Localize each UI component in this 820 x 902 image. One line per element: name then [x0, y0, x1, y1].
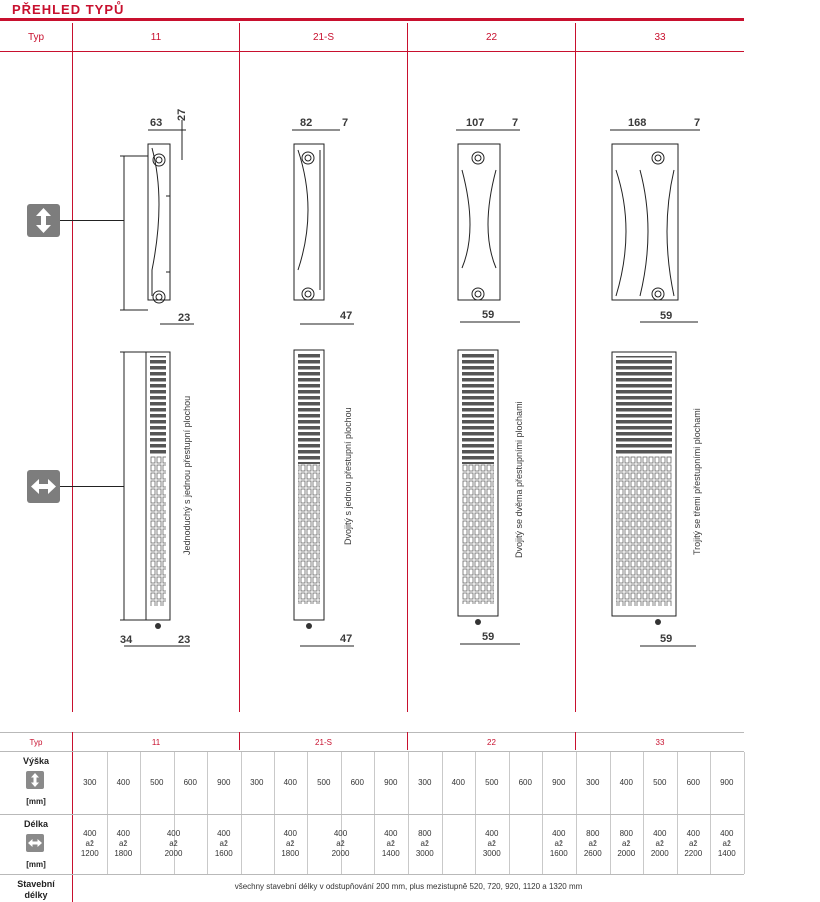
table-header-typ: Typ	[29, 737, 43, 747]
height-cell: 300	[250, 778, 264, 787]
header-typ: Typ	[27, 31, 45, 43]
description-22: Dvojitý se dvěma přestupními plochami	[514, 401, 524, 558]
length-cell	[677, 815, 711, 873]
length-value: 2000	[617, 849, 636, 858]
height-arrow-icon	[26, 771, 44, 789]
length-range-word: až	[420, 839, 429, 848]
length-value: 400	[485, 829, 499, 838]
length-cell	[374, 815, 408, 873]
height-cell: 900	[552, 778, 566, 787]
dim-11-bottom: 23	[178, 312, 191, 324]
length-range-word: až	[85, 839, 94, 848]
length-value: 1200	[80, 849, 99, 858]
height-cell: 600	[686, 778, 700, 787]
length-range-word: až	[487, 839, 496, 848]
length-range-word: až	[119, 839, 128, 848]
length-value: 400	[83, 829, 97, 838]
length-value: 400	[720, 829, 734, 838]
height-cell: 400	[451, 778, 465, 787]
length-value: 3000	[415, 849, 434, 858]
length-value: 1600	[549, 849, 568, 858]
length-value: 3000	[482, 849, 501, 858]
height-cell: 900	[384, 778, 398, 787]
dim-22-right: 7	[512, 117, 519, 129]
length-range-word: až	[655, 839, 664, 848]
table-header-11: 11	[151, 737, 161, 747]
dim-21-bottom2: 47	[340, 633, 353, 645]
height-cell: 300	[83, 778, 97, 787]
length-value: 2000	[331, 849, 350, 858]
length-cell	[140, 815, 207, 873]
table-header-22: 22	[487, 737, 496, 747]
length-value: 400	[653, 829, 667, 838]
length-value: 1800	[114, 849, 133, 858]
length-value: 400	[686, 829, 700, 838]
length-value: 2200	[684, 849, 703, 858]
height-cell: 500	[150, 778, 164, 787]
length-value: 400	[116, 829, 130, 838]
length-value: 400	[166, 829, 181, 838]
height-cell: 300	[586, 778, 600, 787]
dim-33-top: 168	[628, 117, 647, 129]
height-cell: 500	[485, 778, 499, 787]
stavebni-note: všechny stavební délky v odstupňování 200 mm, plus mezistupně 520, 720, 920, 1120 a 1320 mm	[234, 882, 583, 891]
height-cell: 900	[720, 778, 734, 787]
row-label-vyska: Výška	[22, 756, 50, 766]
row-label-delka: Délka	[23, 819, 49, 829]
cell-divider	[744, 752, 745, 874]
length-cell	[643, 815, 677, 873]
dim-21-right: 7	[342, 117, 349, 129]
header-type-11: 11	[150, 31, 162, 43]
dim-11-right: 27	[176, 108, 188, 121]
dim-22-bottom: 59	[482, 309, 495, 321]
length-cell	[73, 815, 107, 873]
height-cell: 500	[317, 778, 331, 787]
length-value: 2600	[583, 849, 602, 858]
dim-21-bottom: 47	[340, 310, 353, 322]
length-value: 1400	[381, 849, 400, 858]
description-21s: Dvojitý s jednou přestupní plochou	[343, 407, 353, 545]
length-cell	[442, 815, 543, 873]
dim-33-bottom2: 59	[660, 633, 673, 645]
description-11: Jednoduchý s jednou přestupní plochou	[182, 395, 192, 555]
length-range-word: až	[722, 839, 731, 848]
length-range-word: až	[386, 839, 395, 848]
table-header-21s: 21-S	[315, 737, 332, 747]
length-cell	[107, 815, 141, 873]
length-value: 2000	[164, 849, 183, 858]
dim-22-top: 107	[466, 117, 485, 129]
length-value: 400	[552, 829, 566, 838]
length-cell	[710, 815, 744, 873]
length-range-word: až	[588, 839, 597, 848]
row-label-delky: délky	[24, 890, 48, 900]
height-cell: 400	[283, 778, 297, 787]
length-value: 400	[384, 829, 398, 838]
dim-11-left-bottom: 34	[120, 634, 133, 646]
height-cell: 300	[418, 778, 432, 787]
length-value: 400	[333, 829, 348, 838]
length-cell	[307, 815, 374, 873]
dim-21-top: 82	[300, 117, 313, 129]
dim-33-right: 7	[694, 117, 701, 129]
length-cell	[542, 815, 576, 873]
header-type-22: 22	[485, 31, 498, 43]
header-type-21s: 21-S	[312, 31, 335, 43]
header-type-33: 33	[654, 31, 666, 43]
page-title: PŘEHLED TYPŮ	[12, 2, 125, 17]
dim-33-bottom: 59	[660, 310, 673, 322]
length-value: 1400	[717, 849, 736, 858]
height-cell: 600	[183, 778, 197, 787]
height-cell: 500	[653, 778, 667, 787]
length-cell	[576, 815, 610, 873]
length-value: 1600	[214, 849, 233, 858]
length-range-word: až	[554, 839, 563, 848]
length-cell	[207, 815, 241, 873]
height-cell: 400	[116, 778, 130, 787]
row-unit-mm: [mm]	[26, 860, 46, 869]
description-33: Trojitý se třemi přestupními plochami	[692, 408, 702, 555]
length-cell	[274, 815, 308, 873]
table-rule	[0, 874, 744, 875]
dim-11-top: 63	[150, 117, 163, 129]
length-value: 400	[283, 829, 297, 838]
dim-22-bottom2: 59	[482, 631, 495, 643]
length-value: 800	[619, 829, 633, 838]
length-value: 800	[586, 829, 600, 838]
length-value: 800	[418, 829, 432, 838]
height-cell: 600	[350, 778, 364, 787]
height-cell: 600	[518, 778, 532, 787]
height-cell: 400	[619, 778, 633, 787]
length-range-word: až	[169, 839, 178, 848]
dim-11-bottom2: 23	[178, 634, 191, 646]
length-range-word: až	[336, 839, 345, 848]
row-label-stavebni: Stavební	[17, 879, 55, 889]
height-cell: 900	[217, 778, 231, 787]
length-arrow-icon	[26, 834, 44, 852]
length-range-word: až	[689, 839, 698, 848]
length-cell	[610, 815, 644, 873]
length-value: 400	[217, 829, 231, 838]
length-cell	[408, 815, 442, 873]
length-value: 2000	[650, 849, 669, 858]
length-range-word: až	[622, 839, 631, 848]
row-unit-mm: [mm]	[26, 797, 46, 806]
length-value: 1800	[281, 849, 300, 858]
table-header-33: 33	[655, 737, 665, 747]
length-range-word: až	[219, 839, 228, 848]
length-range-word: až	[286, 839, 295, 848]
